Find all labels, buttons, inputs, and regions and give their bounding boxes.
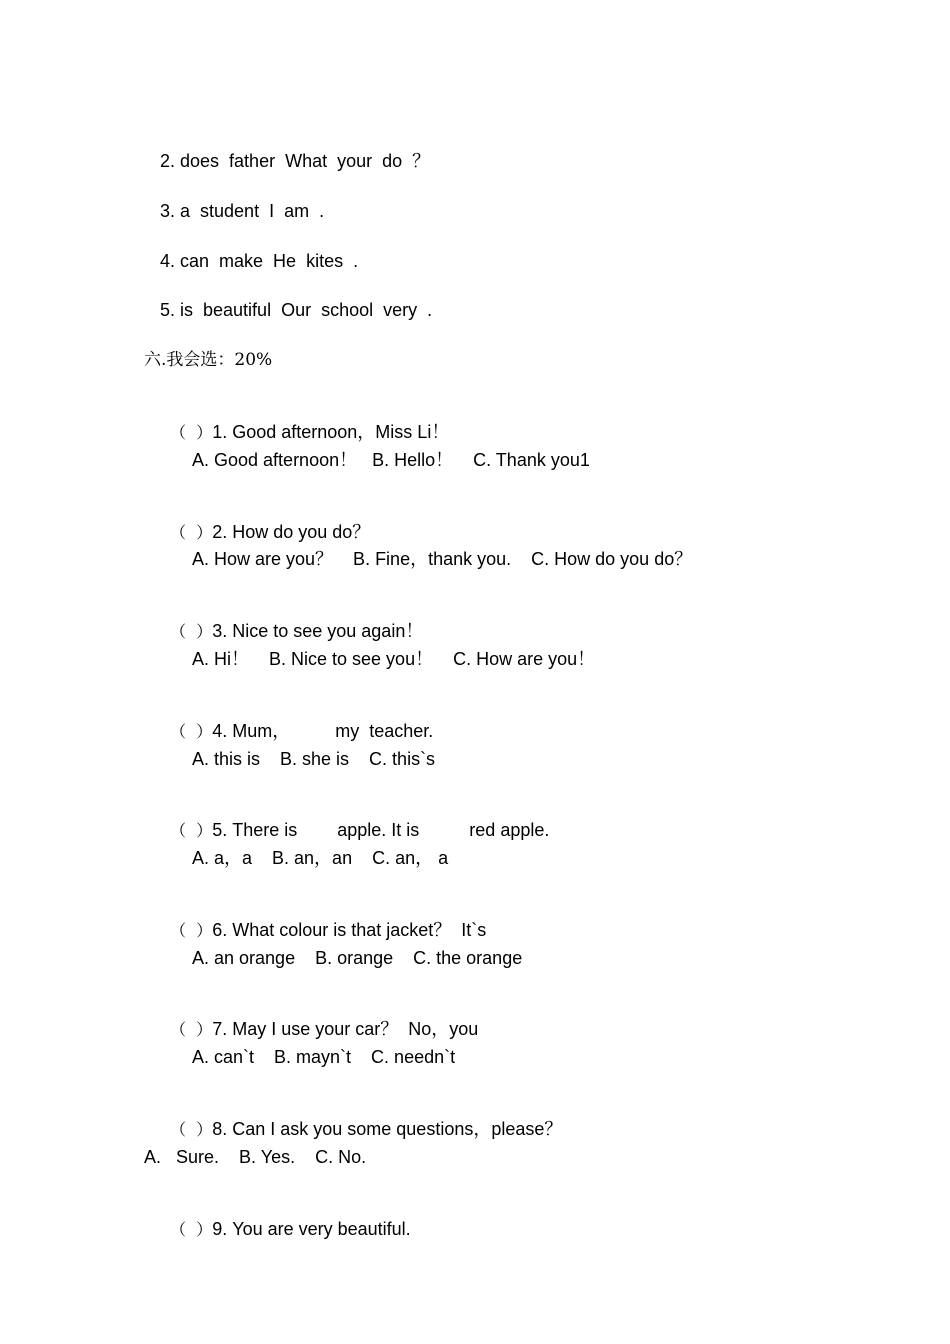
- question-6-options: A. an orange B. orange C. the orange: [192, 948, 523, 968]
- answer-blank: （ ）: [170, 622, 213, 641]
- question-5: [160, 797, 549, 842]
- question-7: [160, 996, 478, 1041]
- answer-blank: （ ）: [170, 1120, 213, 1139]
- question-text: 9. You are very beautiful.: [212, 1219, 411, 1239]
- answer-blank: （ ）: [170, 921, 213, 940]
- question-8-options: A. Sure. B. Yes. C. No.: [144, 1147, 367, 1167]
- question-4-options: A. this is B. she is C. this`s: [192, 749, 436, 769]
- answer-blank: （ ）: [170, 423, 213, 442]
- question-text: 8. Can I ask you some questions，please？: [212, 1119, 563, 1139]
- answer-blank: （ ）: [170, 523, 213, 542]
- answer-blank: （ ）: [170, 722, 213, 741]
- question-9: [160, 1196, 411, 1241]
- section-6-title: 六.我会选：20%: [144, 350, 273, 370]
- answer-blank: （ ）: [170, 821, 213, 840]
- reorder-item-2: 2. does father What your do ？: [160, 151, 431, 171]
- question-text: 2. How do you do？: [212, 522, 371, 542]
- question-7-options: A. can`t B. mayn`t C. needn`t: [192, 1047, 456, 1067]
- question-text: 3. Nice to see you again！: [212, 621, 424, 641]
- question-text: 4. Mum， my teacher.: [212, 721, 434, 741]
- question-1-options: A. Good afternoon！ B. Hello！ C. Thank you1: [192, 450, 590, 470]
- question-6: [160, 897, 486, 942]
- question-3-options: A. Hi！ B. Nice to see you！ C. How are you！: [192, 649, 596, 669]
- question-8: [160, 1096, 562, 1141]
- question-3: [160, 598, 423, 643]
- reorder-item-5: 5. is beautiful Our school very .: [160, 300, 433, 320]
- question-2: [160, 499, 370, 544]
- question-2-options: A. How are you？ B. Fine，thank you. C. How do you do？: [192, 549, 693, 569]
- question-1: [160, 399, 449, 444]
- question-text: 7. May I use your car？ No，you: [212, 1019, 479, 1039]
- question-text: 5. There is apple. It is red apple.: [212, 820, 550, 840]
- reorder-item-3: 3. a student I am .: [160, 201, 325, 221]
- answer-blank: （ ）: [170, 1020, 213, 1039]
- reorder-item-4: 4. can make He kites .: [160, 251, 359, 271]
- question-text: 1. Good afternoon，Miss Li！: [212, 422, 450, 442]
- answer-blank: （ ）: [170, 1220, 213, 1239]
- question-5-options: A. a，a B. an，an C. an， a: [192, 848, 449, 868]
- question-4: [160, 698, 433, 743]
- question-text: 6. What colour is that jacket？ It`s: [212, 920, 487, 940]
